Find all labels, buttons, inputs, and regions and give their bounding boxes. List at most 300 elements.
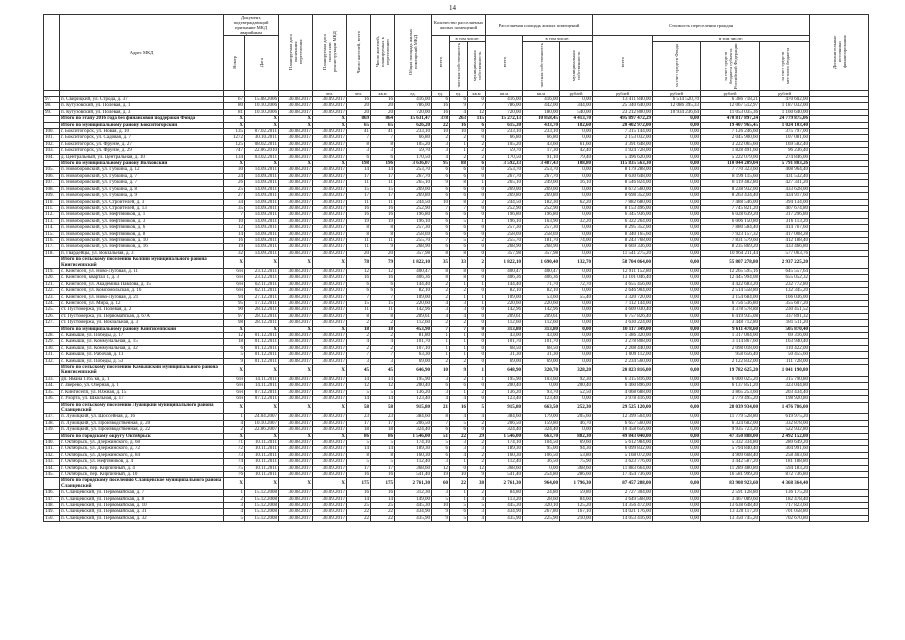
- table-cell: 434 917,60: [760, 193, 810, 199]
- table-cell: 0,00: [653, 383, 701, 389]
- address-cell: с. Камыши, ул. Победы, д. 17: [60, 333, 224, 339]
- table-cell: 30.08.2017: [279, 301, 313, 307]
- table-cell: 7 745 821,20: [701, 205, 760, 211]
- table-cell: 30.08.2017: [279, 237, 313, 243]
- table-cell: 14.09.2011: [245, 186, 279, 192]
- table-cell: 8: [450, 199, 468, 205]
- table-cell: 0,00: [653, 154, 701, 160]
- table-cell: 112,60: [486, 320, 523, 326]
- header-cost-regional: за счет средств бюджета субъекта Российской Федерации: [701, 42, 760, 91]
- table-cell: X: [224, 478, 245, 490]
- table-cell: 30.09.2017: [313, 231, 347, 237]
- table-cell: 15 631,47: [395, 116, 432, 122]
- table-cell: 22.06.2007: [245, 427, 279, 433]
- table-cell: 10 117 349,00: [593, 326, 653, 332]
- table-cell: X: [224, 402, 245, 414]
- table-cell: 0: [468, 333, 486, 339]
- table-cell: 30.08.2017: [279, 109, 313, 115]
- table-cell: 1: [432, 339, 450, 345]
- table-cell: 230 451,52: [760, 307, 810, 313]
- address-cell: дп. Ямана 1165 кв, д. 1: [60, 376, 224, 382]
- table-cell: 30.09.2017: [313, 358, 347, 364]
- table-cell: 6 460 896,00: [593, 383, 653, 389]
- table-cell: 112,40: [395, 459, 432, 465]
- table-cell: 0,00: [653, 333, 701, 339]
- table-cell: 07.02.2011: [245, 129, 279, 135]
- table-cell: 14 053 416,00: [593, 515, 653, 521]
- table-cell: [810, 402, 869, 414]
- table-cell: 416,00: [523, 97, 560, 103]
- table-cell: 16: [371, 212, 395, 218]
- table-cell: 2: [468, 439, 486, 445]
- table-cell: 233,10: [395, 129, 432, 135]
- table-cell: 122.: [44, 288, 60, 294]
- table-cell: X: [224, 326, 245, 332]
- table-cell: 3 222 065,60: [701, 141, 760, 147]
- table-cell: 139.: [44, 427, 60, 433]
- table-cell: 7 126 246,60: [701, 129, 760, 135]
- table-cell: 0,00: [653, 173, 701, 179]
- table-cell: 55,40: [560, 294, 593, 300]
- table-cell: 717 823,60: [760, 503, 810, 509]
- table-cell: 9: [468, 471, 486, 477]
- table-cell: 135.: [44, 389, 60, 395]
- address-cell: п. Новоборовский, ул. Нефтяников, д. 3: [60, 218, 224, 224]
- table-cell: 181 511,20: [760, 320, 810, 326]
- table-cell: 522 932,80: [760, 427, 810, 433]
- table-cell: 209,61: [523, 313, 560, 319]
- table-cell: 2: [468, 459, 486, 465]
- table-cell: 03.02.2011: [245, 154, 279, 160]
- table-cell: 98: [224, 320, 245, 326]
- table-cell: 196,80: [486, 212, 523, 218]
- table-cell: 15: [347, 186, 371, 192]
- table-cell: 30.09.2017: [313, 103, 347, 109]
- table-cell: X: [313, 433, 347, 439]
- address-cell: Итого по этапу 2016 года без финансовой поддержки Фонда: [60, 116, 224, 122]
- table-cell: 7: [347, 294, 371, 300]
- table-cell: 14.09.2011: [245, 199, 279, 205]
- table-cell: 14.09.2011: [245, 180, 279, 186]
- table-cell: 12 911 152,80: [593, 268, 653, 274]
- table-header: [44, 15, 869, 97]
- table-cell: 18: [224, 339, 245, 345]
- table-cell: 3 320 720,00: [593, 294, 653, 300]
- table-cell: 332 878,00: [760, 420, 810, 426]
- table-cell: 23.12.2011: [245, 275, 279, 281]
- table-cell: 225,90: [523, 515, 560, 521]
- table-cell: 7 488 546,00: [701, 199, 760, 205]
- table-cell: 30.09.2017: [313, 383, 347, 389]
- table-cell: 30.08.2017: [279, 148, 313, 154]
- table-cell: 0: [468, 352, 486, 358]
- table-cell: [44, 402, 60, 414]
- table-cell: 112,60: [395, 320, 432, 326]
- table-cell: 14: [371, 446, 395, 452]
- table-cell: 0,00: [653, 225, 701, 231]
- table-cell: 18: [347, 427, 371, 433]
- unit-cell: рублей: [653, 91, 701, 97]
- table-cell: 8: [347, 452, 371, 458]
- table-cell: 30.09.2017: [313, 427, 347, 433]
- table-cell: 30.08.2017: [279, 225, 313, 231]
- table-cell: 12 445 994,08: [701, 275, 760, 281]
- table-cell: 30.09.2017: [313, 212, 347, 218]
- table-cell: 0,00: [653, 313, 701, 319]
- table-cell: 30.09.2017: [313, 439, 347, 445]
- table-cell: 123,40: [523, 396, 560, 402]
- table-cell: 16: [432, 109, 450, 115]
- table-cell: 36,50: [523, 459, 560, 465]
- table-cell: 14.09.2011: [245, 231, 279, 237]
- table-row: [44, 515, 869, 521]
- table-cell: 30.09.2017: [313, 129, 347, 135]
- header-doc-number: Номер: [224, 36, 245, 91]
- table-cell: 30.09.2017: [313, 339, 347, 345]
- table-cell: 175: [371, 478, 395, 490]
- table-cell: 6: [450, 167, 468, 173]
- table-cell: 163,90: [523, 218, 560, 224]
- table-cell: 23 212 800,00: [593, 109, 653, 115]
- table-cell: 30.08.2017: [279, 244, 313, 250]
- table-cell: 6: [371, 281, 395, 287]
- header-planned-end: Планируемая дата окончания переселения: [279, 15, 313, 91]
- address-cell: г. Зверево, ул. Озерная, д. 1: [60, 383, 224, 389]
- table-cell: 59,70: [486, 148, 523, 154]
- table-cell: 22.06.2010: [245, 148, 279, 154]
- address-cell: п. Новоборовский, ул. Строителей, д. 13: [60, 205, 224, 211]
- table-cell: 253,70: [395, 167, 432, 173]
- table-cell: 14: [371, 167, 395, 173]
- table-cell: 6: [432, 186, 450, 192]
- address-cell: ст. Пустомержа, ул. Полевая, д. 2: [60, 307, 224, 313]
- table-cell: 10 934 236,64: [653, 109, 701, 115]
- table-cell: 81,80: [395, 333, 432, 339]
- table-cell: 400,47: [486, 268, 523, 274]
- table-cell: 2: [432, 294, 450, 300]
- address-cell: п. Лужицкий, ул. Производственная, д. 20: [60, 420, 224, 426]
- table-cell: 20: [371, 250, 395, 256]
- table-cell: 146.: [44, 490, 60, 496]
- table-cell: 22: [450, 478, 468, 490]
- table-cell: 0,00: [560, 268, 593, 274]
- table-cell: 16: [450, 402, 468, 414]
- table-cell: 72,70: [560, 281, 593, 287]
- unit-cell: чел.: [347, 91, 371, 97]
- table-cell: 43,00: [523, 333, 560, 339]
- table-cell: 0,00: [560, 288, 593, 294]
- table-cell: 30.08.2017: [279, 383, 313, 389]
- table-cell: 30.09.2017: [313, 173, 347, 179]
- table-cell: 69,00: [486, 358, 523, 364]
- unit-cell: кв.м: [523, 91, 560, 97]
- table-cell: 2 098 018,00: [701, 345, 760, 351]
- table-cell: 0,00: [560, 225, 593, 231]
- table-cell: X: [279, 478, 313, 490]
- table-cell: 6/н: [224, 376, 245, 382]
- table-cell: 30.09.2017: [313, 218, 347, 224]
- header-cost-group: Стоимость переселения граждан: [593, 15, 810, 36]
- table-cell: 3 592,33: [486, 161, 523, 167]
- table-cell: 269,80: [486, 193, 523, 199]
- table-cell: 97: [224, 313, 245, 319]
- table-cell: 14: [347, 446, 371, 452]
- table-cell: 0: [468, 250, 486, 256]
- table-cell: 30.08.2017: [279, 218, 313, 224]
- table-cell: 2: [432, 288, 450, 294]
- table-cell: 95,00: [523, 446, 560, 452]
- table-cell: 0: [468, 231, 486, 237]
- table-cell: 434,90: [486, 509, 523, 515]
- table-cell: 11: [347, 244, 371, 250]
- table-cell: 11: [371, 199, 395, 205]
- table-cell: 16: [347, 471, 371, 477]
- table-cell: 145.: [44, 471, 60, 477]
- table-cell: 4 068 688,00: [593, 389, 653, 395]
- table-cell: X: [279, 326, 313, 332]
- table-cell: 30.08.2017: [279, 307, 313, 313]
- table-cell: 10.11.2011: [245, 439, 279, 445]
- table-cell: 0,00: [560, 307, 593, 313]
- table-cell: 15: [371, 301, 395, 307]
- table-cell: 0,00: [653, 294, 701, 300]
- table-cell: 34: [224, 199, 245, 205]
- table-cell: 125.: [44, 307, 60, 313]
- table-cell: 0,00: [653, 148, 701, 154]
- table-cell: 6: [371, 288, 395, 294]
- address-cell: Итого по сельскому поселению Колпин муниципального района Кингисеппский: [60, 257, 224, 269]
- table-cell: 132 345,20: [760, 288, 810, 294]
- table-cell: 1: [450, 333, 468, 339]
- table-cell: 7: [371, 294, 395, 300]
- table-cell: 6: [224, 345, 245, 351]
- header-cost-including: в том числе:: [653, 36, 810, 42]
- table-cell: 53,60: [523, 294, 560, 300]
- table-cell: 30.09.2017: [313, 396, 347, 402]
- table-cell: 30.09.2017: [313, 496, 347, 502]
- table-cell: 23.12.2011: [245, 268, 279, 274]
- address-cell: г. Октябрьск, ул. Дзержинского, д. 68: [60, 439, 224, 445]
- table-cell: 540,00: [560, 109, 593, 115]
- table-cell: 16: [347, 205, 371, 211]
- table-cell: 11 053 035,36: [701, 109, 760, 115]
- table-cell: 25: [224, 186, 245, 192]
- table-cell: 0: [468, 275, 486, 281]
- table-cell: 16: [371, 205, 395, 211]
- table-cell: 84,60: [560, 496, 593, 502]
- table-cell: 13 320 117,20: [701, 509, 760, 515]
- table-cell: 15: [371, 186, 395, 192]
- table-cell: 324,40: [395, 427, 432, 433]
- table-cell: 12: [468, 109, 486, 115]
- table-cell: 6 345 936,00: [593, 212, 653, 218]
- table-cell: 68,50: [523, 345, 560, 351]
- table-cell: 0,00: [653, 180, 701, 186]
- table-cell: 71: [224, 439, 245, 445]
- table-cell: 30.09.2017: [313, 320, 347, 326]
- table-cell: 150.: [44, 515, 60, 521]
- table-cell: 117.: [44, 244, 60, 250]
- table-cell: 17: [371, 173, 395, 179]
- table-cell: 68,50: [486, 345, 523, 351]
- table-cell: 110 044 209,04: [701, 161, 760, 167]
- table-cell: 69,60: [560, 439, 593, 445]
- table-cell: 19: [224, 244, 245, 250]
- table-cell: 15.12.2008: [245, 503, 279, 509]
- table-cell: 3 154 684,00: [701, 294, 760, 300]
- table-cell: 28.12.2011: [245, 313, 279, 319]
- table-cell: 43,60: [523, 141, 560, 147]
- table-cell: 30.09.2017: [313, 503, 347, 509]
- table-cell: 1 317 004,00: [701, 333, 760, 339]
- table-cell: 0,00: [653, 515, 701, 521]
- table-cell: 67: [224, 97, 245, 103]
- table-cell: 2: [347, 320, 371, 326]
- table-cell: 27: [224, 193, 245, 199]
- table-cell: 16: [347, 490, 371, 496]
- unit-cell: ед.: [395, 91, 432, 97]
- table-cell: 10 858,45: [523, 116, 560, 122]
- table-cell: 14.09.2011: [245, 225, 279, 231]
- table-cell: 8: [371, 141, 395, 147]
- table-cell: 10: [450, 129, 468, 135]
- table-cell: 13 350 745,20: [701, 515, 760, 521]
- table-cell: 915,80: [486, 402, 523, 414]
- table-cell: 2 761,30: [486, 478, 523, 490]
- address-cell: п. Новоборовский, ул. Строителей, д. 3: [60, 199, 224, 205]
- table-cell: 17: [347, 420, 371, 426]
- table-cell: 105,20: [395, 141, 432, 147]
- address-cell: п. Новоборовский, ул. Нефтяников, д. 1: [60, 212, 224, 218]
- table-cell: X: [224, 257, 245, 269]
- table-cell: X: [279, 365, 313, 377]
- table-cell: 8: [347, 231, 371, 237]
- table-cell: 0,00: [653, 509, 701, 515]
- table-cell: 9: [432, 509, 450, 515]
- table-cell: 196,80: [395, 212, 432, 218]
- table-cell: 66,80: [523, 135, 560, 141]
- table-cell: 10.11.2011: [245, 465, 279, 471]
- table-cell: 17: [347, 465, 371, 471]
- table-cell: 317 296,80: [760, 212, 810, 218]
- table-cell: 0,00: [560, 205, 593, 211]
- table-cell: 30.08.2017: [279, 376, 313, 382]
- table-cell: 6 657 560,00: [593, 420, 653, 426]
- table-cell: 0,00: [653, 141, 701, 147]
- table-cell: 30.08.2017: [279, 420, 313, 426]
- table-cell: 0,00: [653, 199, 701, 205]
- table-cell: 1: [468, 365, 486, 377]
- header-total-area: Общая площадь жилых помещений МКД: [395, 15, 432, 91]
- table-cell: 0,00: [653, 218, 701, 224]
- table-cell: 268,90: [395, 244, 432, 250]
- table-cell: 313,80: [523, 326, 560, 332]
- table-cell: 0: [468, 135, 486, 141]
- address-cell: с. Камыши, ул. Коммунальная, д. 32: [60, 345, 224, 351]
- table-cell: 6 514 520,70: [653, 97, 701, 103]
- table-cell: 30.09.2017: [313, 509, 347, 515]
- table-cell: 86: [371, 433, 395, 439]
- table-cell: 16: [371, 275, 395, 281]
- table-cell: 0,00: [653, 231, 701, 237]
- table-cell: 8 199 115,60: [701, 173, 760, 179]
- table-cell: 6/н: [224, 288, 245, 294]
- table-cell: 8: [347, 225, 371, 231]
- table-cell: 30.08.2017: [279, 496, 313, 502]
- table-cell: 75: [224, 465, 245, 471]
- table-cell: 5: [450, 218, 468, 224]
- table-cell: 30.09.2017: [313, 97, 347, 103]
- table-cell: 8: [450, 275, 468, 281]
- table-cell: 10: [432, 199, 450, 205]
- table-cell: 0: [468, 167, 486, 173]
- table-cell: 128.: [44, 333, 60, 339]
- table-cell: 126.: [44, 313, 60, 319]
- table-cell: 28.12.2011: [245, 320, 279, 326]
- table-cell: 5: [468, 402, 486, 414]
- table-cell: 8 340 165,60: [593, 231, 653, 237]
- table-cell: 1: [450, 496, 468, 502]
- table-cell: 1 828 491,60: [701, 148, 760, 154]
- table-cell: 394 134,00: [760, 199, 810, 205]
- table-cell: 5: [468, 503, 486, 509]
- table-cell: 0,00: [653, 244, 701, 250]
- table-cell: 82,10: [486, 288, 523, 294]
- table-cell: 1 546,00: [395, 433, 432, 439]
- table-cell: 5 794 840,40: [701, 446, 760, 452]
- table-cell: 4: [432, 313, 450, 319]
- table-cell: 0,00: [653, 376, 701, 382]
- table-cell: 2 122 832,00: [701, 358, 760, 364]
- table-cell: 31,30: [523, 352, 560, 358]
- table-cell: 4: [224, 509, 245, 515]
- table-cell: 3 278 808,00: [593, 339, 653, 345]
- table-cell: 8 153 496,00: [593, 205, 653, 211]
- table-cell: 15.08.2006: [245, 97, 279, 103]
- table-cell: 14.11.2011: [245, 383, 279, 389]
- table-cell: 269,80: [523, 193, 560, 199]
- table-cell: 265,10: [486, 180, 523, 186]
- table-cell: 10: [432, 129, 450, 135]
- table-cell: 233,10: [523, 129, 560, 135]
- table-cell: 412 188,40: [760, 237, 810, 243]
- address-cell: п. Сланцевский, ул. Первомайская, д. 10: [60, 503, 224, 509]
- table-cell: 22: [347, 509, 371, 515]
- table-cell: 200,40: [395, 383, 432, 389]
- table-cell: 252,90: [486, 205, 523, 211]
- table-cell: X: [313, 365, 347, 377]
- table-cell: X: [279, 257, 313, 269]
- table-cell: 108.: [44, 186, 60, 192]
- table-cell: 0,00: [653, 129, 701, 135]
- table-cell: 8 243 768,00: [593, 237, 653, 243]
- table-cell: 29: [468, 433, 486, 439]
- table-cell: 51: [432, 433, 450, 439]
- table-cell: 14.09.2011: [245, 167, 279, 173]
- table-cell: 0: [468, 345, 486, 351]
- table-cell: 198 920,80: [760, 396, 810, 402]
- table-cell: 6: [432, 218, 450, 224]
- table-cell: 3 391 648,00: [593, 141, 653, 147]
- table-cell: 14: [347, 376, 371, 382]
- page-number: 14: [449, 4, 456, 12]
- table-cell: 25 340 640,00: [593, 103, 653, 109]
- table-cell: 220,60: [395, 301, 432, 307]
- table-cell: 2: [450, 135, 468, 141]
- table-cell: 127.: [44, 320, 60, 326]
- table-cell: 12: [371, 383, 395, 389]
- table-cell: 116.: [44, 237, 60, 243]
